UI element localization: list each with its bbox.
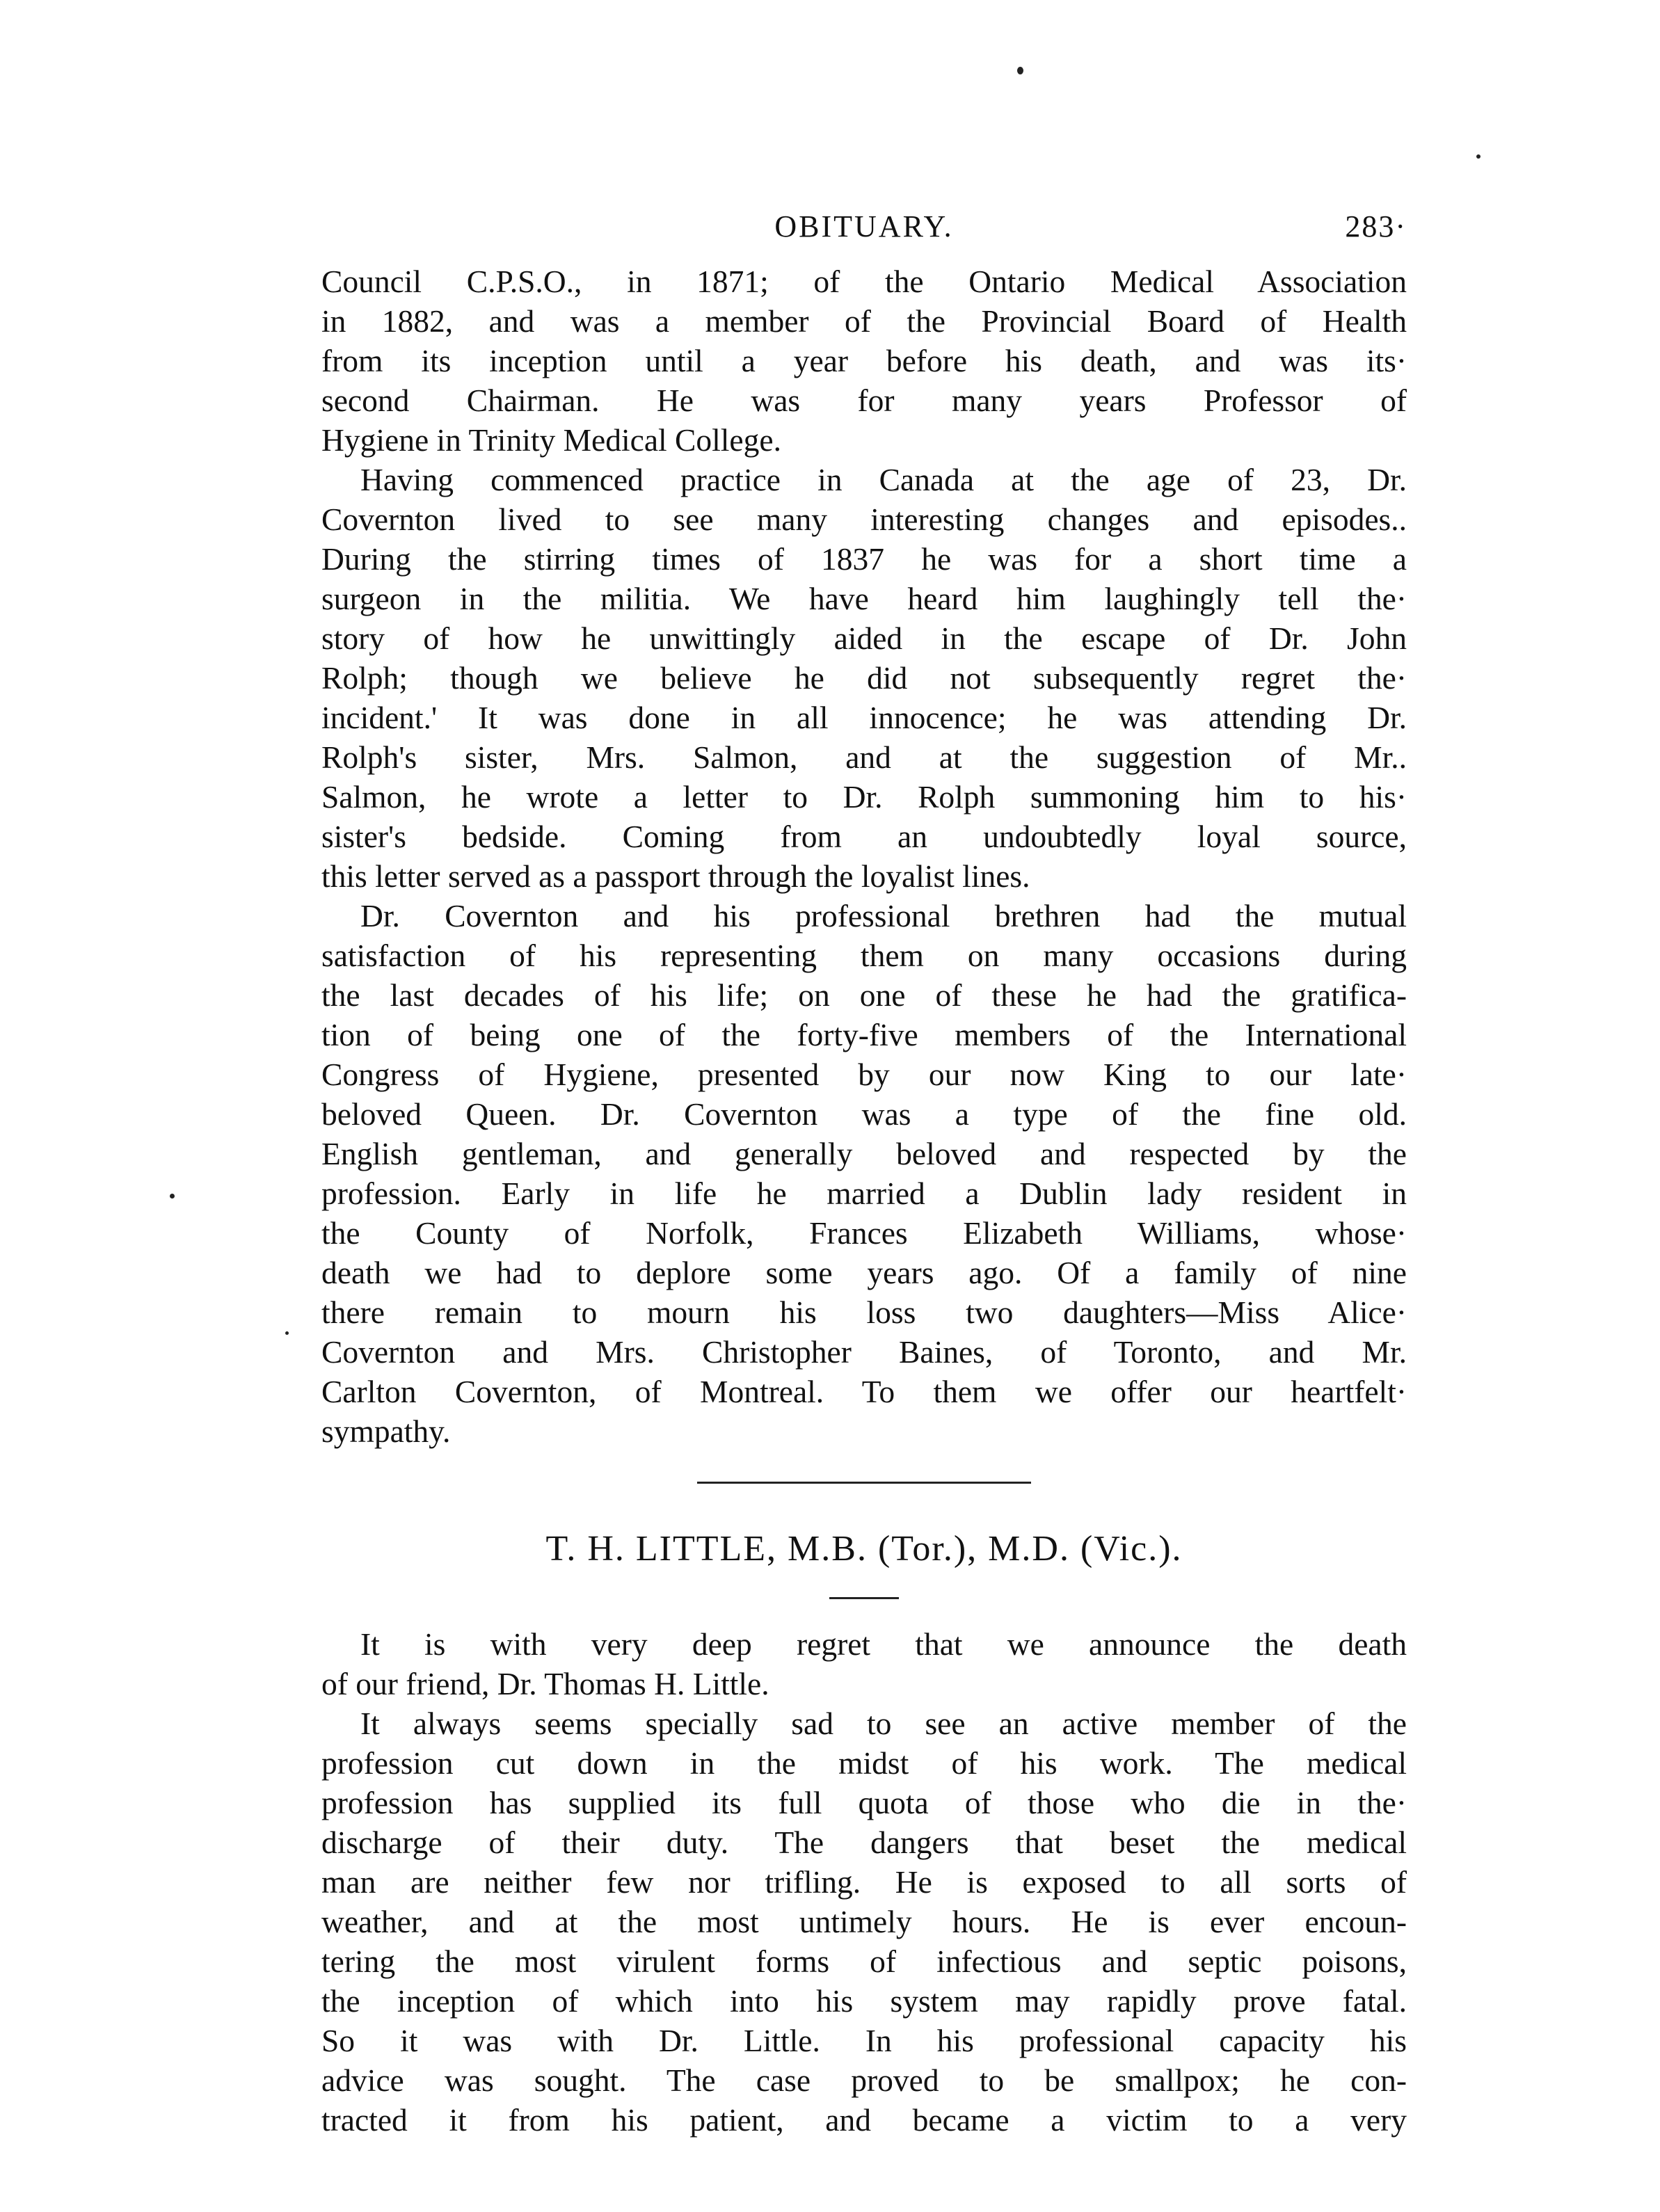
section-heading: T. H. LITTLE, M.B. (Tor.), M.D. (Vic.). (545, 1529, 1183, 1569)
text-line: weather, and at the most untimely hours. He is ever encoun- (321, 1904, 1407, 1939)
text-line: discharge of their duty. The dangers that beset the medical (321, 1825, 1407, 1860)
text-line: Dr. Covernton and his professional brethren had the mutual (360, 898, 1407, 933)
page-number: 283· (1345, 209, 1407, 243)
text-line: English gentleman, and generally beloved and respected by the (321, 1136, 1407, 1171)
text-line: tering the most virulent forms of infectious and septic poisons, (321, 1943, 1407, 1979)
text-line: advice was sought. The case proved to be smallpox; he con- (321, 2062, 1407, 2098)
text-line: the County of Norfolk, Frances Elizabeth Williams, whose· (321, 1215, 1407, 1251)
text-line: Covernton lived to see many interesting changes and episodes.. (321, 502, 1407, 537)
paragraph-5 (321, 1704, 1407, 2140)
text-line: story of how he unwittingly aided in the escape of Dr. John (321, 620, 1407, 656)
text-line: profession cut down in the midst of his work. The medical (321, 1745, 1407, 1781)
text-line: Hygiene in Trinity Medical College. (321, 422, 781, 458)
text-line: Rolph's sister, Mrs. Salmon, and at the suggestion of Mr.. (321, 739, 1407, 775)
text-line: So it was with Dr. Little. In his professional capacity his (321, 2023, 1407, 2058)
text-line: profession. Early in life he married a Dublin lady resident in (321, 1176, 1407, 1211)
text-line: It always seems specially sad to see an active member of the (360, 1706, 1407, 1741)
text-line: tion of being one of the forty-five members of the International (321, 1017, 1407, 1052)
text-line: Salmon, he wrote a letter to Dr. Rolph summoning him to his· (321, 779, 1407, 815)
text-line: from its inception until a year before his death, and was its· (321, 343, 1407, 378)
text-line: sympathy. (321, 1413, 451, 1449)
text-line: Council C.P.S.O., in 1871; of the Ontario Medical Association (321, 264, 1407, 299)
text-line: Rolph; though we believe he did not subsequently regret the· (321, 660, 1407, 696)
running-header (321, 202, 1407, 257)
text-line: in 1882, and was a member of the Provincial Board of Health (321, 303, 1407, 339)
text-line: Congress of Hygiene, presented by our now King to our late· (321, 1057, 1407, 1092)
text-line: there remain to mourn his loss two daughters—Miss Alice· (321, 1295, 1407, 1330)
text-line: the inception of which into his system may rapidly prove fatal. (321, 1983, 1407, 2019)
paragraph-1 (321, 262, 1407, 460)
text-line: of our friend, Dr. Thomas H. Little. (321, 1666, 769, 1701)
speck-mark-top (1017, 67, 1023, 74)
paragraph-2 (321, 460, 1407, 896)
text-line: satisfaction of his representing them on many occasions during (321, 938, 1407, 973)
text-line: death we had to deplore some years ago. Of a family of nine (321, 1255, 1407, 1290)
text-line: incident.' It was done in all innocence; he was attending Dr. (321, 700, 1407, 735)
text-line: Having commenced practice in Canada at the age of 23, Dr. (360, 462, 1407, 497)
paragraph-3 (321, 896, 1407, 1451)
paragraph-4 (321, 1624, 1407, 1704)
text-line: Covernton and Mrs. Christopher Baines, of Toronto, and Mr. (321, 1334, 1407, 1370)
text-line: second Chairman. He was for many years Professor of (321, 383, 1407, 418)
text-line: beloved Queen. Dr. Covernton was a type of the fine old. (321, 1096, 1407, 1132)
text-line: Carlton Covernton, of Montreal. To them we offer our heartfelt· (321, 1374, 1407, 1409)
section-divider-long (697, 1482, 1031, 1484)
text-line: profession has supplied its full quota of those who die in the· (321, 1785, 1407, 1820)
text-line: It is with very deep regret that we announce the death (360, 1626, 1407, 1662)
speck-mark-left-lower (285, 1331, 289, 1335)
text-line: sister's bedside. Coming from an undoubtedly loyal source, (321, 819, 1407, 854)
speck-mark-right (1476, 154, 1481, 159)
text-line: man are neither few nor trifling. He is exposed to all sorts of (321, 1864, 1407, 1900)
text-line: the last decades of his life; on one of these he had the gratifica- (321, 977, 1407, 1013)
running-title: OBITUARY. (774, 209, 954, 243)
text-line: this letter served as a passport through the loyalist lines. (321, 858, 1030, 894)
text-line: tracted it from his patient, and became a victim to a very (321, 2102, 1407, 2138)
section-divider-short (829, 1597, 899, 1599)
speck-mark-left (170, 1194, 175, 1199)
text-line: During the stirring times of 1837 he was for a short time a (321, 541, 1407, 577)
page (321, 202, 1407, 2191)
text-line: surgeon in the militia. We have heard him laughingly tell the· (321, 581, 1407, 616)
